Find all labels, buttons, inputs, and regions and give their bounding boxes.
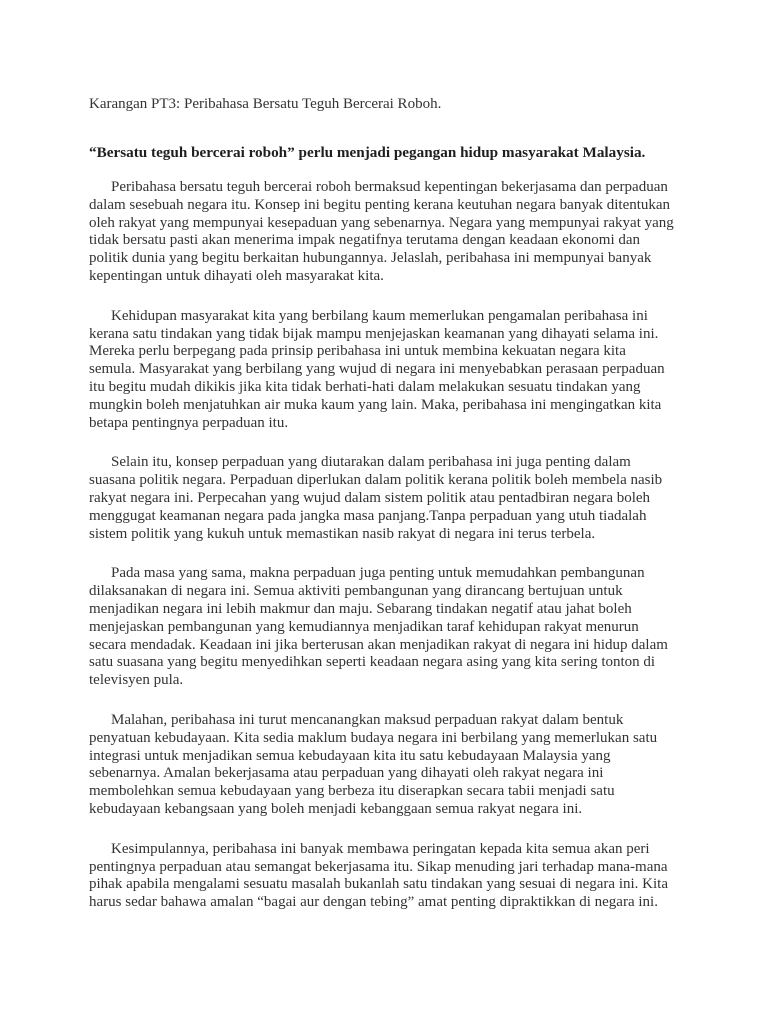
paragraph-line: kepentingan untuk dihayati oleh masyarakat kita. [89, 267, 384, 284]
paragraph-5 [89, 712, 689, 819]
paragraph-line: Peribahasa bersatu teguh bercerai roboh bermaksud kepentingan bekerjasama dan perpaduan [111, 179, 668, 195]
essay-heading: “Bersatu teguh bercerai roboh” perlu menjadi pegangan hidup masyarakat Malaysia. [89, 144, 646, 161]
paragraph-line: menggugat keamanan negara pada jangka masa panjang.Tanpa perpaduan yang utuh tiadalah [89, 507, 647, 524]
paragraph-line: kerana satu tindakan yang tidak bijak mampu menjejaskan keamanan yang dihayati selama ini. [89, 325, 659, 342]
paragraph-2 [89, 308, 689, 433]
paragraph-3 [89, 454, 689, 543]
document-title: Karangan PT3: Peribahasa Bersatu Teguh Bercerai Roboh. [89, 96, 442, 112]
paragraph-line: suasana politik negara. Perpaduan diperlukan dalam politik kerana politik boleh membela nasib [89, 472, 663, 489]
paragraph-line: kebudayaan kebangsaan yang boleh menjadi kebanggaan semua rakyat negara ini. [89, 800, 583, 817]
paragraph-6 [89, 841, 689, 912]
paragraph-line: Pada masa yang sama, makna perpaduan juga penting untuk memudahkan pembangunan [111, 565, 645, 582]
paragraph-line: pihak apabila mengalami sesuatu masalah bukanlah satu tindakan yang sesuai di negara ini. Kita [89, 876, 668, 893]
paragraph-line: Kehidupan masyarakat kita yang berbilang kaum memerlukan pengamalan peribahasa ini [111, 307, 648, 324]
paragraph-line: Mereka perlu berpegang pada prinsip peribahasa ini untuk membina kekuatan negara kita [89, 343, 626, 360]
paragraph-line: menjadikan negara ini lebih makmur dan maju. Sebarang tindakan negatif atau jahat boleh [89, 600, 632, 617]
paragraph-line: Selain itu, konsep perpaduan yang diutarakan dalam peribahasa ini juga penting dalam [111, 454, 631, 471]
paragraph-line: integrasi untuk menjadikan semua kebudayaan kita itu satu kebudayaan Malaysia yang [89, 747, 611, 764]
paragraph-4 [89, 565, 689, 690]
paragraph-line: dalam sesebuah negara itu. Konsep ini begitu penting kerana keutuhan negara banyak ditentukan [89, 196, 671, 213]
paragraph-line: oleh rakyat yang mempunyai kesepaduan yang sebenarnya. Negara yang mempunyai rakyat yang [89, 214, 674, 231]
paragraph-line: mungkin boleh menjatuhkan air muka kaum yang lain. Maka, peribahasa ini mengingatkan kita [89, 396, 662, 413]
paragraph-line: harus sedar bahawa amalan “bagai aur dengan tebing” amat penting dipraktikkan di negara ini. [89, 894, 658, 911]
paragraph-line: pentingnya perpaduan atau semangat bekerjasama itu. Sikap menuding jari terhadap mana-mana [89, 858, 668, 875]
paragraph-line: politik dunia yang begitu berkaitan hubungannya. Jelaslah, peribahasa ini mempunyai banyak [89, 250, 652, 267]
paragraph-line: betapa pentingnya perpaduan itu. [89, 414, 289, 431]
paragraph-line: rakyat negara ini. Perpecahan yang wujud dalam sistem politik atau pentadbiran negara boleh [89, 489, 651, 506]
paragraph-line: menjejaskan pembangunan yang kemudiannya menjadikan taraf kehidupan rakyat menurun [89, 618, 639, 635]
essay-body [89, 179, 689, 934]
paragraph-line: penyatuan kebudayaan. Kita sedia maklum budaya negara ini berbilang yang memerlukan satu [89, 729, 658, 746]
paragraph-line: satu suasana yang begitu menyedihkan seperti keadaan negara asing yang kita sering tonton di [89, 654, 656, 671]
paragraph-line: televisyen pula. [89, 672, 184, 689]
paragraph-line: tidak bersatu pasti akan menerima impak negatifnya terutama dengan keadaan ekonomi dan [89, 232, 641, 249]
paragraph-line: sebenarnya. Amalan bekerjasama atau perpaduan yang dihayati oleh rakyat negara ini [89, 765, 604, 782]
paragraph-line: Kesimpulannya, peribahasa ini banyak membawa peringatan kepada kita semua akan peri [111, 840, 650, 857]
paragraph-line: secara mendadak. Keadaan ini jika berterusan akan menjadikan rakyat di negara ini hidup dalam [89, 636, 668, 653]
paragraph-line: Malahan, peribahasa ini turut mencanangkan maksud perpaduan rakyat dalam bentuk [111, 711, 624, 728]
paragraph-line: sistem politik yang kukuh untuk memastikan nasib rakyat di negara ini terus terbela. [89, 525, 596, 542]
paragraph-line: dilaksanakan di negara ini. Semua aktiviti pembangunan yang dirancang bertujuan untuk [89, 583, 623, 600]
paragraph-line: membolehkan semua kebudayaan yang berbeza itu diserapkan secara tabii menjadi satu [89, 783, 615, 800]
paragraph-line: itu begitu mudah dikikis jika kita tidak berhati-hati dalam melakukan sesuatu tindakan yang [89, 378, 641, 395]
paragraph-1 [89, 179, 689, 286]
paragraph-line: semula. Masyarakat yang berbilang yang wujud di negara ini menyebabkan perasaan perpaduan [89, 361, 665, 378]
